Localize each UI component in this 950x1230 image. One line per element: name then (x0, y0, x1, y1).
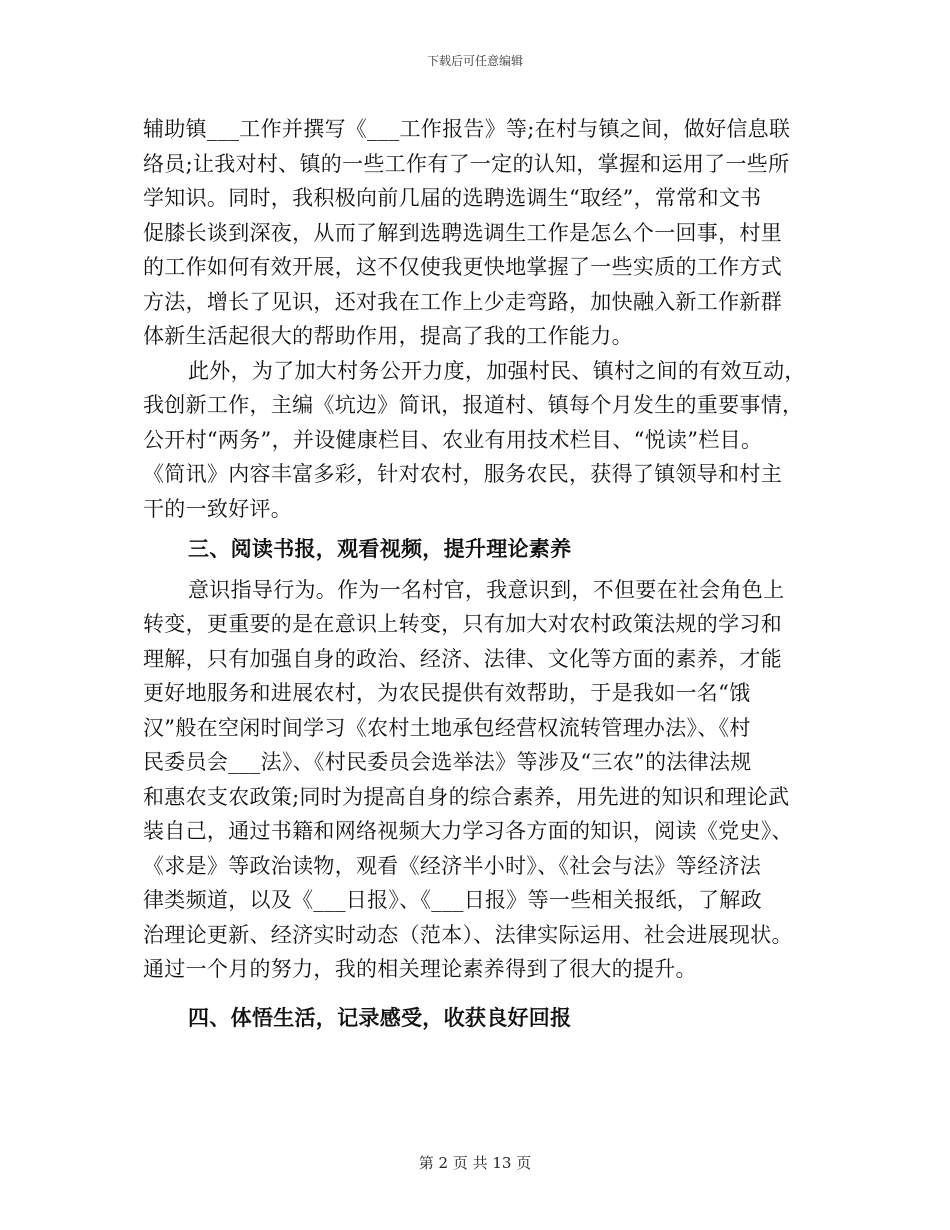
page-header: 下载后可任意编辑 (426, 54, 523, 68)
body-line: 理解，只有加强自身的政治、经济、法律、文化等方面的素养，才能 (143, 646, 782, 671)
body-line: 的工作如何有效开展，这不仅使我更快地掌握了一些实质的工作方式 (143, 255, 782, 279)
body-line: 体新生活起很大的帮助作用，提高了我的工作能力。 (143, 324, 633, 348)
body-line: 转变，更重要的是在意识上转变，只有加大对农村政策法规的学习和 (143, 612, 782, 636)
section-heading: 四、体悟生活，记录感受，收获良好回报 (188, 1004, 572, 1030)
body-line: 《求是》等政治读物，观看《经济半小时》、《社会与法》等经济法 (143, 853, 761, 878)
body-line: 汉”般在空闲时间学习《农村土地承包经营权流转管理办法》、《村 (143, 715, 751, 740)
body-line: 更好地服务和进展农村，为农民提供有效帮助，于是我如一名“饿 (143, 681, 751, 705)
body-line: 装自己，通过书籍和网络视频大力学习各方面的知识，阅读《党史》、 (143, 819, 793, 843)
body-line: 民委员会___法》、《村民委员会选举法》等涉及“三农”的法律法规 (143, 750, 752, 774)
document-body (143, 112, 815, 1041)
body-line: 促膝长谈到深夜，从而了解到选聘选调生工作是怎么个一回事，村里 (143, 220, 782, 245)
body-line: 和惠农支农政策;同时为提高自身的综合素养，用先进的知识和理论武 (143, 784, 790, 809)
body-line: 通过一个月的努力，我的相关理论素养得到了很大的提升。 (143, 957, 697, 981)
paragraph-start-line: 此外，为了加大村务公开力度，加强村民、镇村之间的有效互动， (188, 358, 806, 383)
body-line: 干的一致好评。 (143, 496, 293, 521)
body-line: 《简讯》内容丰富多彩，针对农村，服务农民，获得了镇领导和村主 (143, 462, 782, 486)
body-line: 辅助镇___工作并撰写《___工作报告》等;在村与镇之间，做好信息联 (143, 117, 791, 141)
page-number-footer: 第 2 页 共 13 页 (418, 1154, 532, 1172)
body-line: 公开村“两务”，并设健康栏目、农业有用技术栏目、“悦读”栏目。 (143, 427, 763, 452)
body-line: 我创新工作，主编《坑边》简讯，报道村、镇每个月发生的重要事情， (143, 393, 804, 417)
body-line: 络员;让我对村、镇的一些工作有了一定的认知，掌握和运用了一些所 (143, 151, 790, 176)
body-line: 律类频道，以及《___日报》、《___日报》等一些相关报纸，了解政 (143, 888, 762, 912)
section-heading: 三、阅读书报，观看视频，提升理论素养 (188, 536, 572, 561)
body-line: 学知识。同时，我积极向前几届的选聘选调生“取经”，常常和文书 (143, 186, 762, 210)
paragraph-start-line: 意识指导行为。作为一名村官，我意识到，不但要在社会角色上 (188, 577, 785, 602)
body-line: 治理论更新、经济实时动态（范本）、法律实际运用、社会进展现状。 (143, 922, 793, 947)
body-line: 方法，增长了见识，还对我在工作上少走弯路，加快融入新工作新群 (143, 289, 782, 314)
